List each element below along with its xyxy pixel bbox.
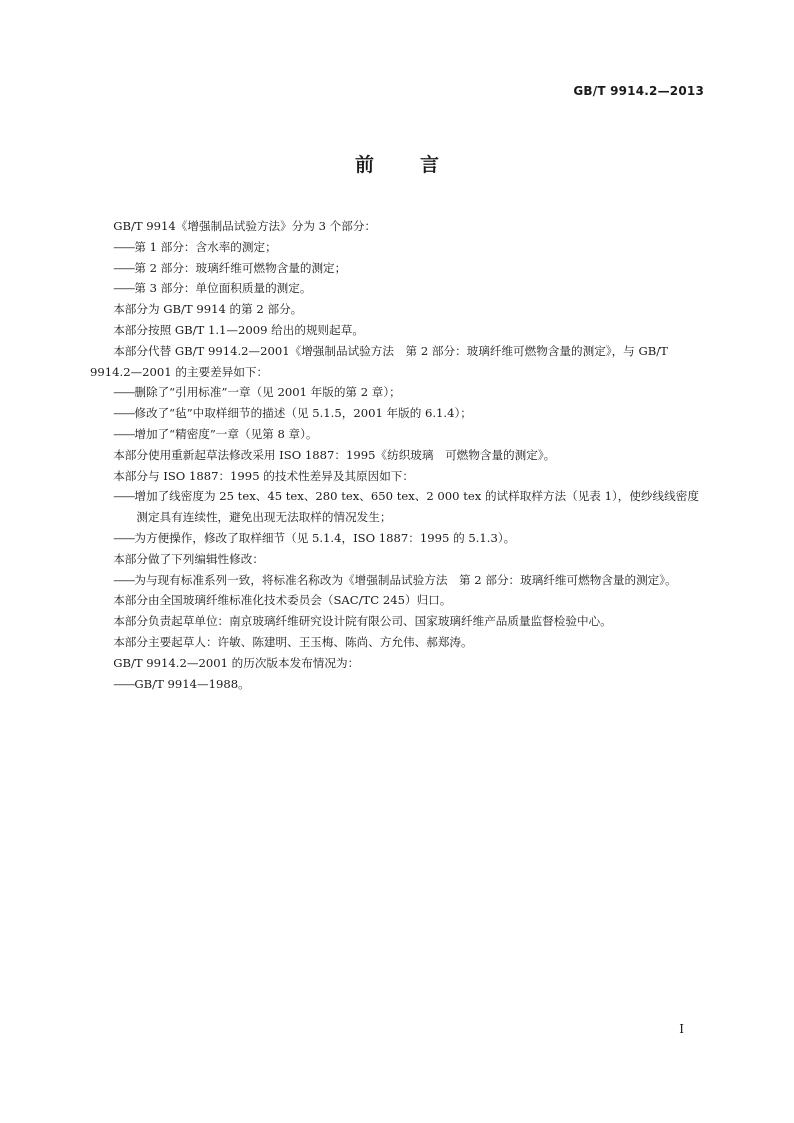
list-item	[90, 382, 704, 403]
list-item-text: 为与现有标准系列一致，将标准名称改为《增强制品试验方法 第 2 部分：玻璃纤维可燃物含量的测定》。	[134, 572, 677, 587]
standard-code: GB/T 9914.2—2013	[573, 84, 704, 98]
list-dash: ——	[113, 406, 135, 421]
paragraph: 本部分代替 GB/T 9914.2—2001《增强制品试验方法 第 2 部分：玻璃纤维可燃物含量的测定》，与 GB/T 9914.2—2001 的主要差异如下：	[90, 343, 668, 379]
list-item	[90, 570, 704, 591]
list-item	[90, 528, 704, 549]
list-item-text: 增加了线密度为 25 tex、45 tex、280 tex、650 tex、2 000 tex 的试样取样方法（见表 1），使纱线线密度测定具有连续性，避免出现无法取样的情况发生；	[134, 489, 699, 525]
list-item-text: 删除了“引用标准”一章（见 2001 年版的第 2 章）；	[134, 385, 401, 400]
list-dash: ——	[113, 385, 135, 400]
paragraph: 本部分使用重新起草法修改采用 ISO 1887：1995《纺织玻璃 可燃物含量的测定》。	[113, 447, 556, 462]
list-dash: ——	[113, 530, 135, 545]
list-item-text: 第 3 部分：单位面积质量的测定。	[134, 281, 312, 296]
list-item-text: 为方便操作，修改了取样细节（见 5.1.4，ISO 1887：1995 的 5.1.3）。	[134, 530, 516, 545]
paragraph: 本部分与 ISO 1887：1995 的技术性差异及其原因如下：	[113, 468, 414, 483]
paragraph: 本部分负责起草单位：南京玻璃纤维研究设计院有限公司、国家玻璃纤维产品质量监督检验中心。	[113, 614, 612, 629]
list-item-text: 增加了“精密度”一章（见第 8 章）。	[134, 426, 318, 441]
list-dash: ——	[113, 676, 135, 691]
list-dash: ——	[113, 260, 135, 275]
paragraph: 本部分主要起草人：许敏、陈建明、王玉梅、陈尚、方允伟、郝郑涛。	[113, 634, 473, 649]
list-item	[90, 674, 704, 695]
list-item	[90, 403, 704, 424]
paragraph: GB/T 9914.2—2001 的历次版本发布情况为：	[113, 655, 360, 670]
list-item-text: 第 1 部分：含水率的测定；	[134, 239, 277, 254]
list-dash: ——	[113, 489, 135, 504]
paragraph: GB/T 9914《增强制品试验方法》分为 3 个部分：	[113, 219, 377, 233]
foreword-body	[90, 216, 704, 694]
list-item	[90, 424, 704, 445]
paragraph: 本部分做了下列编辑性修改：	[113, 551, 264, 566]
paragraph: 本部分按照 GB/T 1.1—2009 给出的规则起草。	[113, 322, 364, 337]
list-item	[90, 237, 704, 258]
page-number: I	[679, 1022, 684, 1036]
list-dash: ——	[113, 281, 135, 296]
list-dash: ——	[113, 426, 135, 441]
list-item	[90, 278, 704, 299]
list-item-text: 第 2 部分：玻璃纤维可燃物含量的测定；	[134, 260, 347, 275]
page-title: 前言	[354, 154, 485, 176]
paragraph: 本部分由全国玻璃纤维标准化技术委员会（SAC/TC 245）归口。	[113, 593, 452, 608]
list-item	[90, 258, 704, 279]
paragraph: 本部分为 GB/T 9914 的第 2 部分。	[113, 302, 303, 317]
list-item-text: 修改了“毡”中取样细节的描述（见 5.1.5，2001 年版的 6.1.4）；	[134, 406, 472, 421]
list-dash: ——	[113, 572, 135, 587]
list-item	[90, 486, 704, 528]
list-dash: ——	[113, 239, 135, 254]
list-item-text: GB/T 9914—1988。	[134, 676, 250, 691]
